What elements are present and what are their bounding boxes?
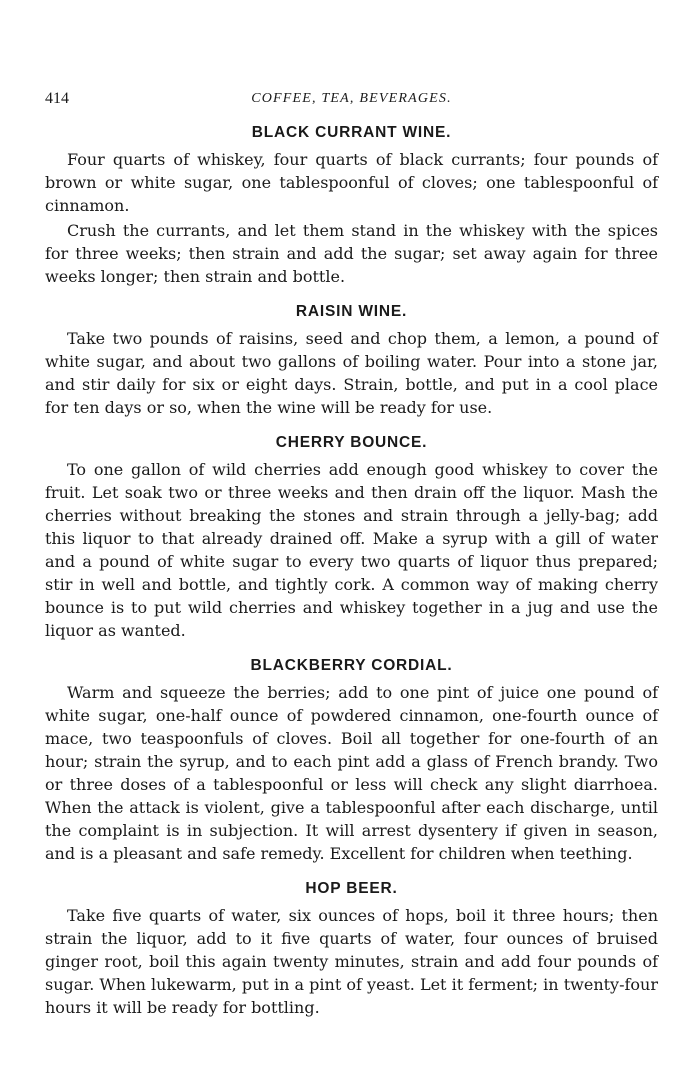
recipe-title: BLACKBERRY CORDIAL. xyxy=(250,657,453,674)
recipe-title: HOP BEER. xyxy=(305,880,398,897)
running-head: COFFEE, TEA, BEVERAGES. xyxy=(251,91,452,106)
recipe-blackberry-cordial xyxy=(45,649,658,865)
recipe-paragraph: Take five quarts of water, six ounces of hops, boil it three hours; then strain the liquor, add to it five quarts of water, four ounces of bruised ginger root, boil this again twenty minutes, strain and add four pounds of sugar. When lukewarm, put in a pint of yeast. Let it ferment; in twenty-four hours it will be ready for bottling. xyxy=(45,906,658,1017)
recipe-title: BLACK CURRANT WINE. xyxy=(251,124,452,141)
recipe-cherry-bounce xyxy=(45,426,658,642)
book-page xyxy=(45,88,658,1019)
recipe-paragraph: Four quarts of whiskey, four quarts of black currants; four pounds of brown or white sugar, one tablespoonful of cloves; one tablespoonful of cinnamon. xyxy=(45,150,658,215)
page-header xyxy=(45,88,658,116)
recipe-paragraph: Take two pounds of raisins, seed and chop them, a lemon, a pound of white sugar, and about two gallons of boiling water. Pour into a stone jar, and stir daily for six or eight days. Strain, bottle, and put in a cool place for ten days or so, when the wine will be ready for use. xyxy=(45,329,658,417)
recipe-title: CHERRY BOUNCE. xyxy=(275,434,428,451)
recipe-raisin-wine xyxy=(45,295,658,419)
recipe-paragraph: To one gallon of wild cherries add enough good whiskey to cover the fruit. Let soak two or three weeks and then drain off the liquor. Mash the cherries without breaking the stones and strain through a jelly-bag; add this liquor to that already drained off. Make a syrup with a gill of water and a pound of white sugar to every two quarts of liquor thus prepared; stir in well and bottle, and tightly cork. A common way of making cherry bounce is to put wild cherries and whiskey together in a jug and use the liquor as wanted. xyxy=(45,460,658,640)
recipe-hop-beer xyxy=(45,872,658,1019)
recipe-title: RAISIN WINE. xyxy=(295,303,408,320)
recipe-black-currant-wine xyxy=(45,116,658,288)
page-number: 414 xyxy=(45,90,69,107)
recipe-paragraph: Warm and squeeze the berries; add to one pint of juice one pound of white sugar, one-half ounce of powdered cinnamon, one-fourth ounce of mace, two teaspoonfuls of cloves. Boil all together for one-fourth of an hour; strain the syrup, and to each pint add a glass of French brandy. Two or three doses of a tablespoonful or less will check any slight diarrhoea. When the attack is violent, give a tablespoonful after each discharge, until the complaint is in subjection. It will arrest dysentery if given in season, and is a pleasant and safe remedy. Excellent for children when teething. xyxy=(45,683,658,863)
recipe-paragraph: Crush the currants, and let them stand in the whiskey with the spices for three weeks; then strain and add the sugar; set away again for three weeks longer; then strain and bottle. xyxy=(45,221,658,286)
